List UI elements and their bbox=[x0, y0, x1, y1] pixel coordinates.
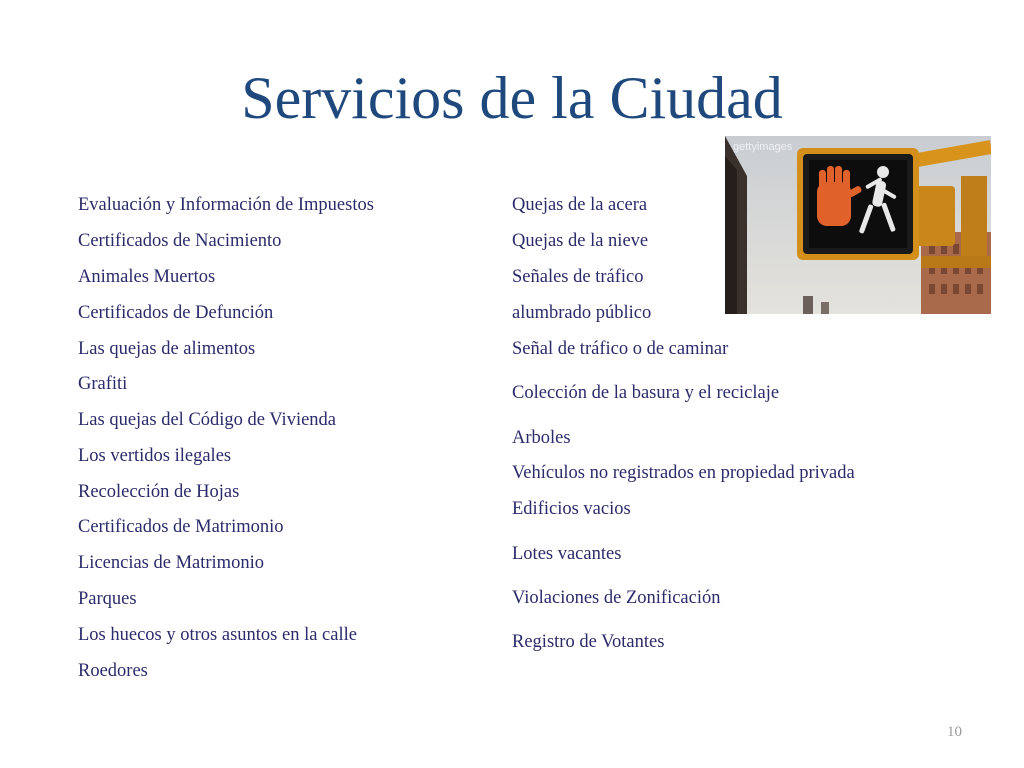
pedestrian-signal-photo bbox=[725, 136, 991, 314]
watermark-text: gettyimages bbox=[733, 141, 793, 153]
list-item: Señales de tráfico bbox=[512, 267, 644, 287]
list-item: Parques bbox=[78, 589, 137, 609]
list-item: Recolección de Hojas bbox=[78, 482, 240, 502]
list-item: Los vertidos ilegales bbox=[78, 446, 232, 466]
list-item: Edificios vacios bbox=[512, 499, 631, 519]
list-item: Arboles bbox=[512, 428, 571, 448]
list-item: Violaciones de Zonificación bbox=[512, 588, 721, 608]
list-item: Grafiti bbox=[78, 374, 128, 394]
list-item: Registro de Votantes bbox=[512, 632, 665, 652]
list-item: Vehículos no registrados en propiedad privada bbox=[512, 463, 855, 483]
list-item: Las quejas del Código de Vivienda bbox=[78, 410, 337, 430]
list-item: Roedores bbox=[78, 661, 148, 681]
list-item: Certificados de Nacimiento bbox=[78, 231, 282, 251]
list-item: Las quejas de alimentos bbox=[78, 339, 256, 359]
list-item: Los huecos y otros asuntos en la calle bbox=[78, 625, 357, 645]
list-item: Certificados de Defunción bbox=[78, 303, 274, 323]
list-item: Colección de la basura y el reciclaje bbox=[512, 383, 780, 403]
slide-title: Servicios de la Ciudad bbox=[241, 65, 783, 131]
list-item: Quejas de la nieve bbox=[512, 231, 649, 251]
list-item: Señal de tráfico o de caminar bbox=[512, 339, 729, 359]
list-item: Quejas de la acera bbox=[512, 195, 648, 215]
list-item: Evaluación y Información de Impuestos bbox=[78, 195, 374, 215]
list-item: Animales Muertos bbox=[78, 267, 216, 287]
list-item: alumbrado público bbox=[512, 303, 652, 323]
page-number: 10 bbox=[947, 724, 962, 740]
list-item: Certificados de Matrimonio bbox=[78, 517, 284, 537]
list-item: Lotes vacantes bbox=[512, 544, 622, 564]
list-item: Licencias de Matrimonio bbox=[78, 553, 264, 573]
